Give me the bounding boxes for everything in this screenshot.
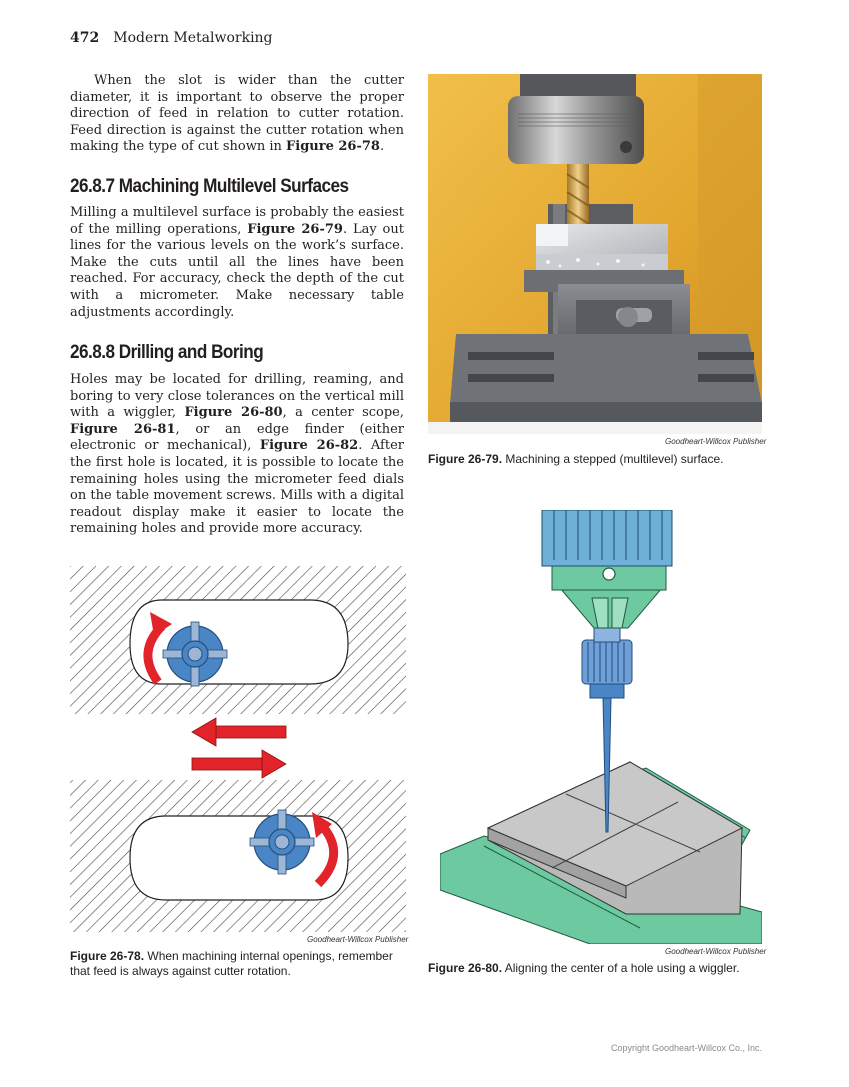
paragraph-text: Milling a multilevel surface is probably the easiest of the milling operations, <box>70 205 404 237</box>
paragraph-text: When the slot is wider than the cutter diameter, it is important to observe the proper direction of feed in relation to cutter rotation. Feed direction is against the cutter rotation when making the type of cut shown in <box>70 73 404 155</box>
caption-text: Machining a stepped (multilevel) surface. <box>502 452 724 466</box>
figure-26-80-credit: Goodheart-Willcox Publisher <box>665 947 767 956</box>
figure-26-80-caption <box>428 961 762 976</box>
spindle-housing <box>520 74 636 98</box>
section-heading-drilling: 26.8.8 Drilling and Boring <box>70 341 264 363</box>
paragraph-multilevel <box>70 205 404 321</box>
copyright-footer: Copyright Goodheart-Willcox Co., Inc. <box>610 1043 762 1053</box>
upper-slot <box>130 600 348 684</box>
caption-label: Figure 26-78. <box>70 949 145 963</box>
figure-26-80-diagram <box>440 510 762 944</box>
paragraph-text: Holes may be located for drilling, reaming, and boring to very close tolerances on the vertical mill with a wiggler, <box>70 372 404 421</box>
figure-ref-26-78[interactable]: Figure 26-78 <box>286 139 380 155</box>
paragraph-text: . Lay out lines for the various levels on the work’s surface. Make the cuts until all the lines have been reached. For accuracy, check the depth of the cut with a micrometer. Make necessary table adjustments accordingly. <box>70 221 404 320</box>
figure-ref-26-80[interactable]: Figure 26-80 <box>184 405 283 421</box>
collet-holder <box>560 588 662 628</box>
page-number: 472 <box>70 30 100 46</box>
figure-26-79-caption <box>428 452 762 467</box>
collet-chuck <box>508 96 644 164</box>
paragraph-slot-feed <box>70 73 404 156</box>
figure-ref-26-81[interactable]: Figure 26-81 <box>70 421 176 437</box>
caption-label: Figure 26-79. <box>428 452 503 466</box>
section-heading-multilevel: 26.8.7 Machining Multilevel Surfaces <box>70 175 349 197</box>
figure-ref-26-82[interactable]: Figure 26-82 <box>259 438 359 454</box>
figure-26-79-credit: Goodheart-Willcox Publisher <box>665 437 767 446</box>
mill-table <box>450 334 762 404</box>
paragraph-text: . After the first hole is located, it is possible to locate the remaining holes using the micrometer feed dials on the table movement screws. Mills with a digital readout display make it easier to locate the remaining holes and provide more accuracy. <box>70 438 405 537</box>
figure-26-78-credit: Goodheart-Willcox Publisher <box>307 935 409 944</box>
figure-ref-26-79[interactable]: Figure 26-79 <box>247 221 343 237</box>
figure-26-78-caption <box>70 949 400 979</box>
paragraph-text: , or an edge finder (either electronic or mechanical), <box>70 421 404 454</box>
caption-label: Figure 26-80. <box>428 961 503 975</box>
paragraph-drilling <box>70 372 404 538</box>
paragraph-text: , a center scope, <box>282 405 404 421</box>
book-title: Modern Metalworking <box>113 30 273 46</box>
spindle <box>542 510 672 566</box>
caption-text: When machining internal openings, remember that feed is always against cutter rotation. <box>70 949 393 978</box>
figure-26-79-photo <box>428 74 762 434</box>
caption-text: Aligning the center of a hole using a wiggler. <box>502 961 740 975</box>
running-head <box>70 30 273 46</box>
paragraph-text: . <box>379 139 385 155</box>
figure-26-78-diagram <box>70 566 406 932</box>
